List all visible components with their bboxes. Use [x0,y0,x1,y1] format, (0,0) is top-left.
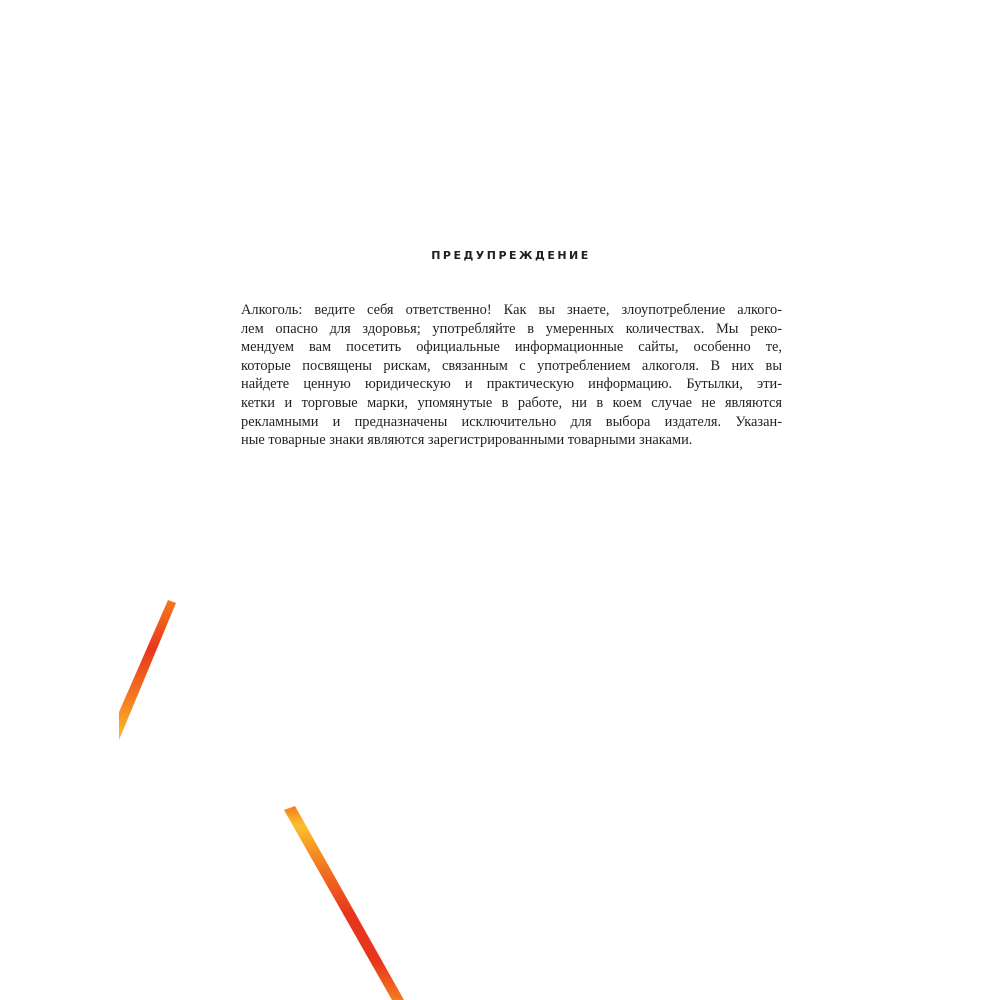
notice-line: Алкоголь: ведите себя ответственно! Как вы знаете, злоупотребление алкого- [241,302,782,318]
notice-body [241,301,782,450]
notice-line: кетки и торговые марки, упомянутые в работе, ни в коем случае не являются [241,394,782,411]
notice-line: ные товарные знаки являются зарегистрированными товарными знаками. [241,432,693,449]
notice-line: рекламными и предназначены исключительно для выбора издателя. Указан- [241,413,782,430]
notice-line: лем опасно для здоровья; употребляйте в умеренных количествах. Мы реко- [241,320,782,337]
notice-line: которые посвящены рискам, связанным с употреблением алкоголя. В них вы [241,357,782,374]
notice-heading: ПРЕДУПРЕЖДЕНИЕ [431,249,591,262]
decorative-stripe-upper [119,600,176,740]
notice-line: мендуем вам посетить официальные информационные сайты, особенно те, [241,339,782,356]
notice-line: найдете ценную юридическую и практическую информацию. Бутылки, эти- [241,376,782,393]
decorative-stripe-lower [284,806,404,1000]
